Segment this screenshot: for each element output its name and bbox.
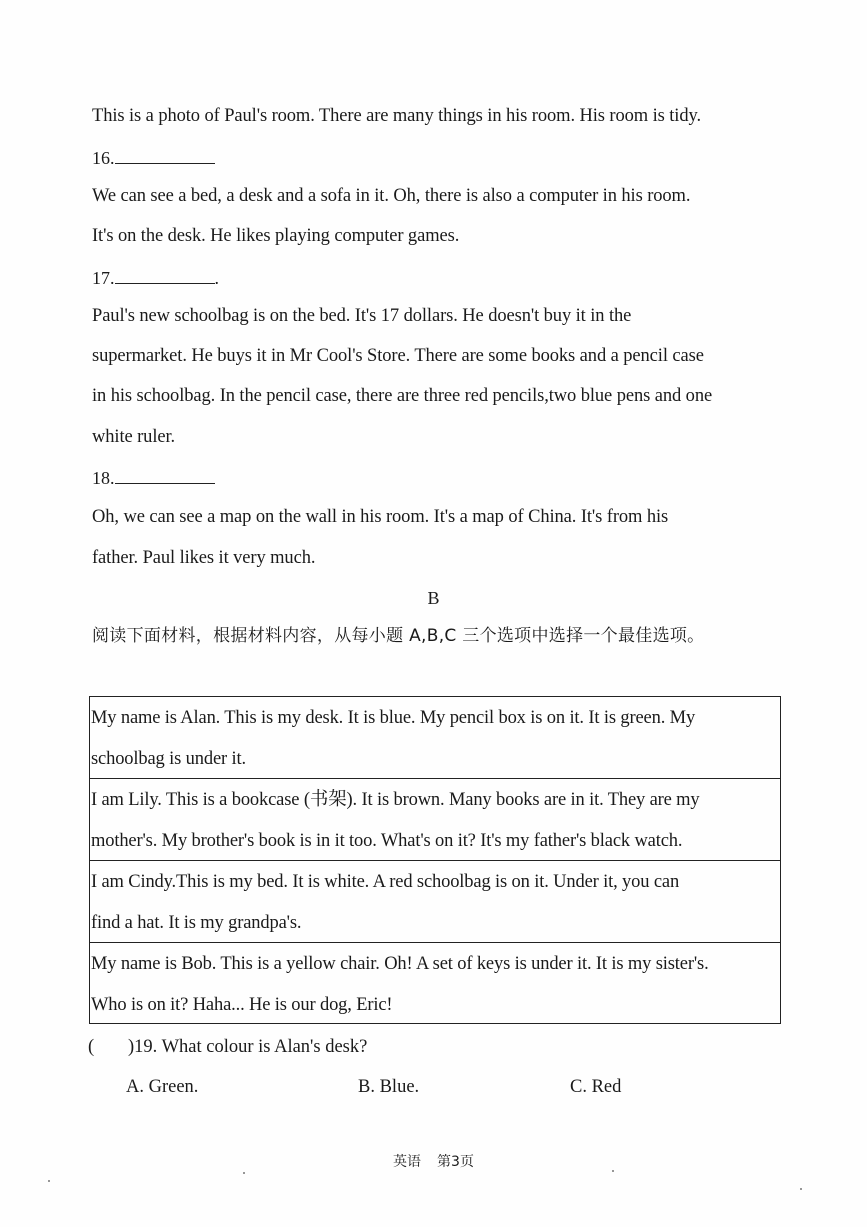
table-row-text: I am Cindy.This is my bed. It is white. A red schoolbag is on it. Under it, you can [91,872,680,892]
table-row [90,861,780,943]
question-number-16: 16. [92,148,115,168]
passage-a-line-2: We can see a bed, a desk and a sofa in it. Oh, there is also a computer in his room. [92,186,691,206]
scan-speck [800,1188,802,1190]
table-row-text: My name is Bob. This is a yellow chair. Oh! A set of keys is under it. It is my sister's. [91,954,709,974]
answer-blank-18[interactable] [115,467,215,484]
passage-a-line-5: supermarket. He buys it in Mr Cool's Store. There are some books and a pencil case [92,346,704,366]
scan-speck [48,1180,50,1182]
table-row [90,697,780,779]
footer-subject: 英语 [393,1154,422,1170]
question-19 [88,1035,367,1059]
table-row-text: I am Lily. This is a bookcase (书架). It is brown. Many books are in it. They are my [91,790,700,810]
blank-16 [92,146,215,170]
blank-17-period: . [214,268,219,288]
passage-a-line-6: in his schoolbag. In the pencil case, there are three red pencils,two blue pens and one [92,386,713,406]
table-row [90,779,780,861]
question-number-18: 18. [92,468,115,488]
answer-bracket-19[interactable]: ( [88,1037,95,1057]
option-c: C. Red [570,1077,622,1097]
question-19-stem: )19. What colour is Alan's desk? [128,1037,368,1057]
answer-blank-16[interactable] [115,147,215,164]
table-row-text: Who is on it? Haha... He is our dog, Eric! [91,995,393,1015]
passage-a-line-8: Oh, we can see a map on the wall in his room. It's a map of China. It's from his [92,507,669,527]
option-a: A. Green. [126,1077,199,1097]
table-row-text: find a hat. It is my grandpa's. [91,913,302,933]
blank-18 [92,466,215,490]
scan-speck [243,1172,245,1174]
table-row-text: schoolbag is under it. [91,749,246,769]
scan-speck [612,1170,614,1172]
footer-page-number: 第3页 [437,1154,474,1170]
passage-a-line-9: father. Paul likes it very much. [92,548,316,568]
passage-a-line-3: It's on the desk. He likes playing computer games. [92,226,460,246]
blank-17 [92,266,219,290]
passage-a-line-7: white ruler. [92,427,176,447]
answer-blank-17[interactable] [115,267,215,284]
passage-a-line-1: This is a photo of Paul's room. There are many things in his room. His room is tidy. [92,106,701,126]
page-footer [0,1152,867,1172]
table-row-text: mother's. My brother's book is in it too. What's on it? It's my father's black watch. [91,831,683,851]
option-b: B. Blue. [358,1077,420,1097]
passage-a-line-4: Paul's new schoolbag is on the bed. It's 17 dollars. He doesn't buy it in the [92,306,632,326]
reading-table [89,696,781,1024]
section-b-instruction: 阅读下面材料，根据材料内容，从每小题 A,B,C 三个选项中选择一个最佳选项。 [92,626,705,646]
table-row [90,943,780,1023]
section-b-heading: B [427,588,440,608]
question-number-17: 17. [92,268,115,288]
table-row-text: My name is Alan. This is my desk. It is blue. My pencil box is on it. It is green. My [91,708,696,728]
